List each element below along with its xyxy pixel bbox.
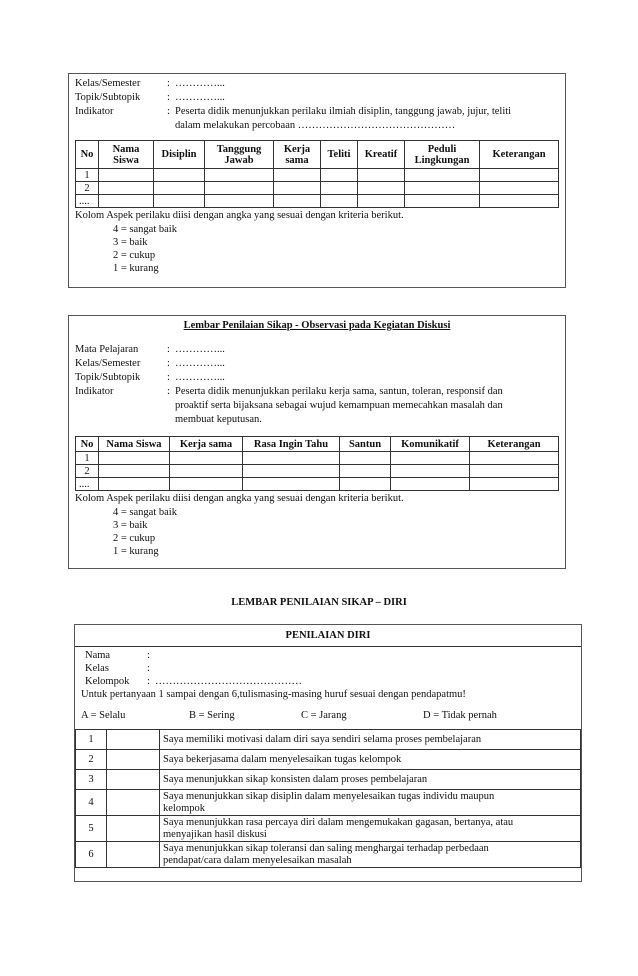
criteria-item: 3 = baik — [113, 520, 148, 531]
diri-box-title: PENILAIAN DIRI — [285, 630, 371, 641]
option-b: B = Sering — [189, 710, 235, 721]
field-value: …………... — [175, 358, 225, 369]
item-text: Saya bekerjasama dalam menyelesaikan tugas kelompok — [160, 750, 581, 770]
criteria-item: 2 = cukup — [113, 250, 156, 261]
field-sep: : — [167, 92, 170, 103]
field-label: Kelas/Semester — [75, 78, 141, 89]
criteria-item: 3 = baik — [113, 237, 148, 248]
diri-heading: LEMBAR PENILAIAN SIKAP – DIRI — [231, 597, 407, 608]
header-nama-siswa: Nama Siswa — [99, 437, 170, 452]
form1-field-indikator — [75, 106, 555, 134]
header-teliti: Teliti — [321, 141, 358, 169]
diri-box — [74, 624, 582, 882]
form1-note: Kolom Aspek perilaku diisi dengan angka yang sesuai dengan kriteria berikut. — [75, 210, 404, 221]
field-value: Peserta didik menunjukkan perilaku ilmiah disiplin, tanggung jawab, jujur, teliti — [175, 106, 512, 117]
diri-field-kelompok — [85, 676, 565, 690]
header-rasa-ingin-tahu: Rasa Ingin Tahu — [243, 437, 340, 452]
field-value-cont: membuat keputusan. — [175, 414, 262, 425]
field-value: …………... — [175, 344, 225, 355]
criteria-item: 4 = sangat baik — [113, 507, 177, 518]
field-label: Topik/Subtopik — [75, 372, 141, 383]
field-label: Indikator — [75, 386, 114, 397]
item-answer[interactable] — [107, 750, 160, 770]
field-sep: : — [167, 78, 170, 89]
field-value: Peserta didik menunjukkan perilaku kerja sama, santun, toleran, responsif dan — [175, 386, 503, 397]
table-row — [76, 452, 559, 465]
table-row — [76, 816, 581, 842]
form2-box — [68, 315, 566, 569]
criteria-item: 2 = cukup — [113, 533, 156, 544]
field-value: …………... — [175, 78, 225, 89]
field-sep: : — [147, 650, 150, 661]
form2-field-kelas — [75, 358, 555, 372]
form2-table — [75, 436, 559, 491]
field-label: Kelas/Semester — [75, 358, 141, 369]
criteria-item: 1 = kurang — [113, 263, 159, 274]
field-sep: : — [147, 663, 150, 674]
item-no: 6 — [76, 842, 107, 868]
field-label: Mata Pelajaran — [75, 344, 139, 355]
header-disiplin: Disiplin — [154, 141, 205, 169]
field-label: Indikator — [75, 106, 114, 117]
criteria-item: 1 = kurang — [113, 546, 159, 557]
item-text: Saya menunjukkan rasa percaya diri dalam mengemukakan gagasan, bertanya, atau menyajikan hasil diskusi — [160, 816, 581, 842]
header-kerja-sama: Kerja sama — [274, 141, 321, 169]
form2-field-indikator — [75, 386, 555, 428]
option-c: C = Jarang — [301, 710, 347, 721]
diri-field-nama — [85, 650, 565, 664]
field-sep: : — [167, 358, 170, 369]
option-a: A = Selalu — [81, 710, 126, 721]
table-row — [76, 182, 559, 195]
field-value: …………... — [175, 372, 225, 383]
header-no: No — [76, 141, 99, 169]
field-value: …………... — [175, 92, 225, 103]
field-sep: : — [167, 106, 170, 117]
item-no: 4 — [76, 790, 107, 816]
table-row — [76, 478, 559, 491]
item-answer[interactable] — [107, 790, 160, 816]
form1-table — [75, 140, 559, 208]
form1-field-kelas — [75, 78, 555, 92]
field-value-cont: proaktif serta bijaksana sebagai wujud kemampuan memecahkan masalah dan — [175, 400, 503, 411]
item-answer[interactable] — [107, 816, 160, 842]
table-row — [76, 465, 559, 478]
row-no: .... — [76, 478, 99, 491]
header-kreatif: Kreatif — [358, 141, 405, 169]
item-no: 3 — [76, 770, 107, 790]
table-row — [76, 790, 581, 816]
item-no: 2 — [76, 750, 107, 770]
table-row — [76, 195, 559, 208]
form2-note: Kolom Aspek perilaku diisi dengan angka yang sesuai dengan kriteria berikut. — [75, 493, 404, 504]
field-sep: : — [167, 386, 170, 397]
item-answer[interactable] — [107, 770, 160, 790]
field-label: Kelas — [85, 663, 109, 674]
field-sep: : — [147, 676, 150, 687]
divider — [75, 646, 581, 647]
form2-title: Lembar Penilaian Sikap - Observasi pada Kegiatan Diskusi — [183, 320, 451, 331]
form1-box — [68, 73, 566, 288]
form1-field-topik — [75, 92, 555, 106]
diri-instruction: Untuk pertanyaan 1 sampai dengan 6,tulismasing-masing huruf sesuai dengan pendapatmu! — [81, 689, 466, 700]
field-value: …………………………………… — [155, 676, 302, 687]
header-keterangan: Keterangan — [480, 141, 559, 169]
field-label: Kelompok — [85, 676, 130, 687]
field-value-cont: dalam melakukan percobaan ……………………………………… — [175, 120, 456, 131]
item-text: Saya menunjukkan sikap toleransi dan saling menghargai terhadap perbedaan pendapat/cara dalam menyelesaikan masalah — [160, 842, 581, 868]
row-no: 1 — [76, 169, 99, 182]
header-nama-siswa: Nama Siswa — [99, 141, 154, 169]
field-sep: : — [167, 344, 170, 355]
diri-field-kelas — [85, 663, 565, 677]
header-no: No — [76, 437, 99, 452]
header-kerja-sama: Kerja sama — [170, 437, 243, 452]
header-peduli-lingkungan: Peduli Lingkungan — [405, 141, 480, 169]
field-sep: : — [167, 372, 170, 383]
field-label: Topik/Subtopik — [75, 92, 141, 103]
field-label: Nama — [85, 650, 111, 661]
diri-table — [75, 729, 581, 868]
item-text: Saya menunjukkan sikap disiplin dalam menyelesaikan tugas individu maupun kelompok — [160, 790, 581, 816]
table-row — [76, 842, 581, 868]
form2-field-mapel — [75, 344, 555, 358]
item-answer[interactable] — [107, 842, 160, 868]
item-no: 1 — [76, 730, 107, 750]
header-santun: Santun — [340, 437, 391, 452]
item-text: Saya menunjukkan sikap konsisten dalam proses pembelajaran — [160, 770, 581, 790]
table-row — [76, 770, 581, 790]
row-no: 2 — [76, 182, 99, 195]
table-row — [76, 730, 581, 750]
item-text: Saya memiliki motivasi dalam diri saya sendiri selama proses pembelajaran — [160, 730, 581, 750]
header-komunikatif: Komunikatif — [391, 437, 470, 452]
header-keterangan: Keterangan — [470, 437, 559, 452]
table-row — [76, 169, 559, 182]
item-answer[interactable] — [107, 730, 160, 750]
row-no: 1 — [76, 452, 99, 465]
criteria-item: 4 = sangat baik — [113, 224, 177, 235]
row-no: .... — [76, 195, 99, 208]
option-d: D = Tidak pernah — [423, 710, 497, 721]
table-row — [76, 750, 581, 770]
row-no: 2 — [76, 465, 99, 478]
item-no: 5 — [76, 816, 107, 842]
form2-field-topik — [75, 372, 555, 386]
header-tanggung-jawab: Tanggung Jawab — [205, 141, 274, 169]
